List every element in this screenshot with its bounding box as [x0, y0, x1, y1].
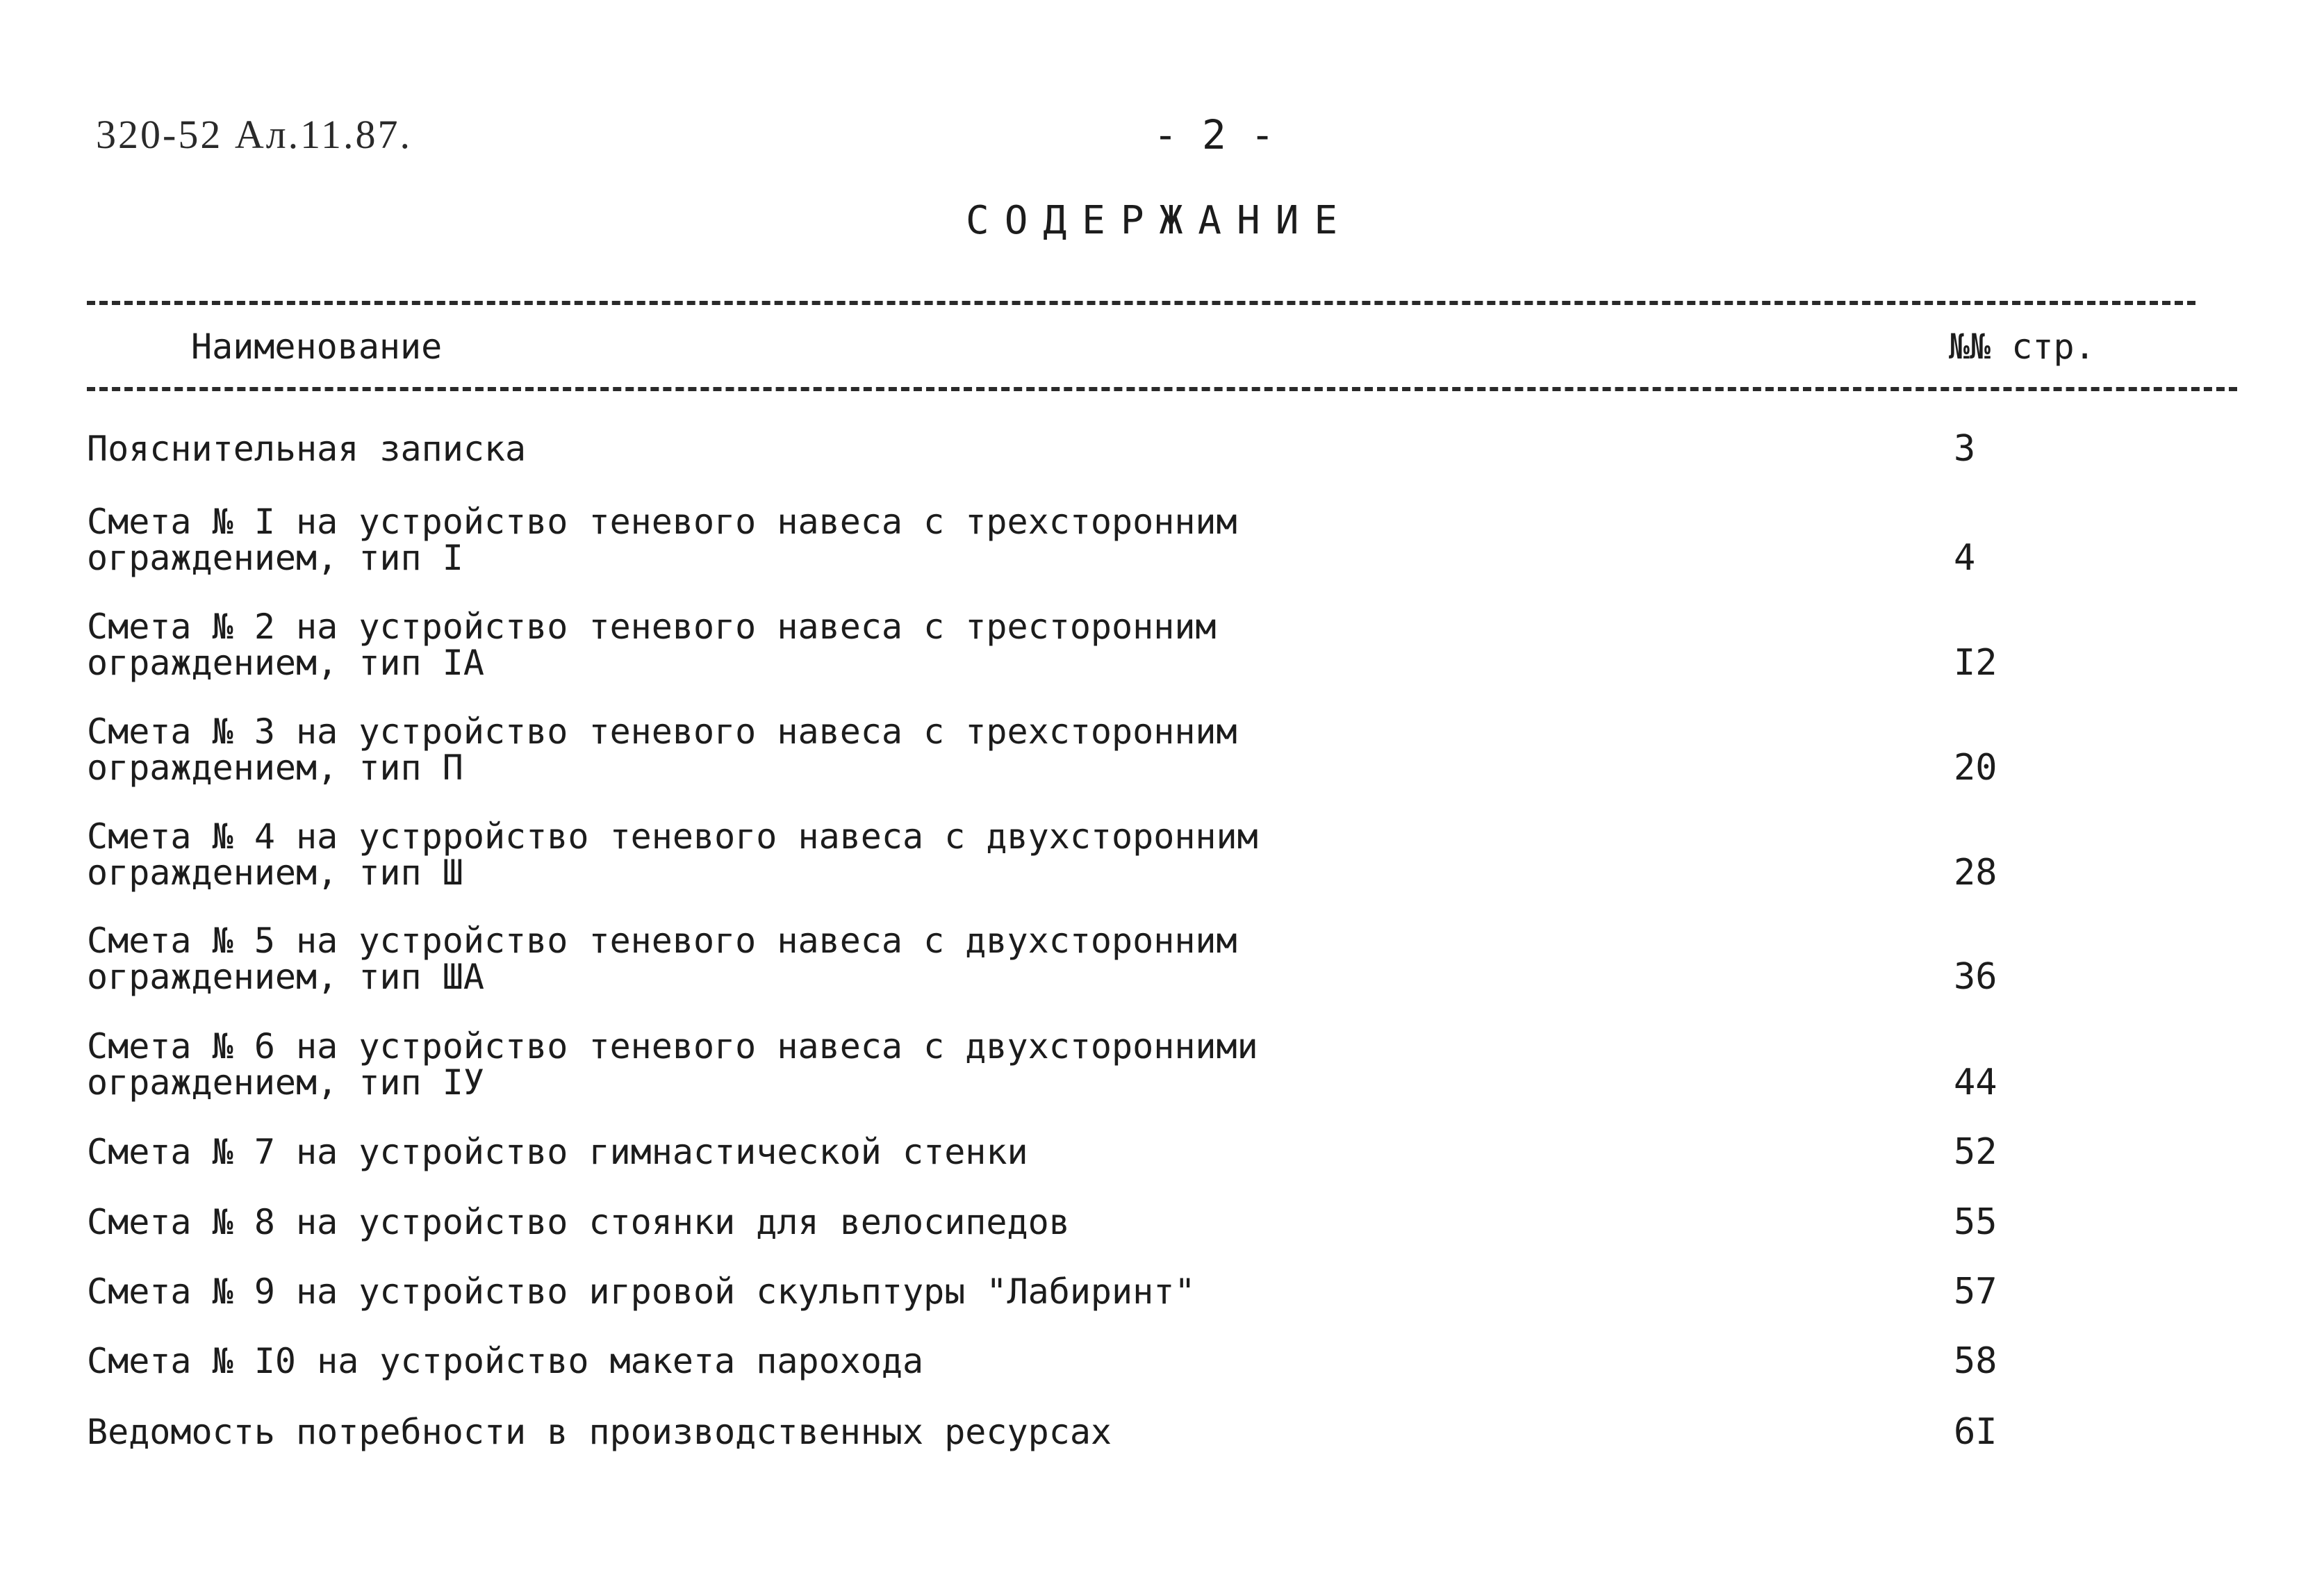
entry-page-number: 6I: [1954, 1411, 1997, 1453]
toc-title: СОДЕРЖАНИЕ: [966, 198, 1353, 243]
dashed-rule-top: [87, 301, 2195, 305]
dashed-rule-bottom: [87, 387, 2237, 391]
entry-title-line: Смета № 5 на устройство теневого навеса с двухсторонним: [87, 921, 1237, 961]
column-header-page: №№ стр.: [1949, 327, 2095, 367]
entry-title-line: ограждением, тип IA: [87, 643, 484, 683]
entry-title-line: ограждением, тип П: [87, 748, 463, 788]
entry-title-line: Смета № 7 на устройство гимнастической стенки: [87, 1132, 1028, 1172]
entry-title-line: ограждением, тип Ш: [87, 853, 463, 893]
entry-page-number: 4: [1954, 537, 1976, 579]
entry-title-line: Смета № 2 на устройство теневого навеса с тресторонним: [87, 607, 1217, 647]
entry-page-number: 36: [1954, 956, 1997, 998]
entry-title-line: Смета № 6 на устройство теневого навеса с двухсторонними: [87, 1026, 1258, 1067]
entry-page-number: 20: [1954, 747, 1997, 789]
entry-title-line: Смета № 9 на устройство игровой скульптуры "Лабиринт": [87, 1271, 1196, 1312]
entry-page-number: 57: [1954, 1271, 1997, 1312]
entry-title-line: Смета № I на устройство теневого навеса с трехсторонним: [87, 502, 1237, 542]
entry-title-line: Смета № 3 на устройство теневого навеса с трехсторонним: [87, 711, 1237, 752]
entry-page-number: 55: [1954, 1201, 1997, 1243]
page-number: - 2 -: [1153, 111, 1275, 158]
entry-title-line: Смета № 4 на устрройство теневого навеса с двухсторонним: [87, 816, 1258, 857]
entry-title-line: ограждением, тип ША: [87, 957, 484, 997]
entry-title-line: ограждением, тип IУ: [87, 1062, 484, 1103]
entry-page-number: 58: [1954, 1340, 1997, 1382]
entry-title-line: ограждением, тип I: [87, 538, 463, 578]
entry-title-line: Ведомость потребности в производственных ресурсах: [87, 1412, 1112, 1452]
entry-title-line: Пояснительная записка: [87, 429, 527, 469]
column-header-name: Наименование: [191, 327, 443, 367]
entry-title-line: Смета № I0 на устройство макета парохода: [87, 1341, 924, 1381]
entry-title-line: Смета № 8 на устройство стоянки для велосипедов: [87, 1202, 1070, 1242]
document-code: 320-52 Ал.11.87.: [96, 112, 412, 157]
entry-page-number: 44: [1954, 1062, 1997, 1103]
entry-page-number: 52: [1954, 1131, 1997, 1173]
entry-page-number: 3: [1954, 428, 1976, 470]
entry-page-number: 28: [1954, 852, 1997, 894]
entry-page-number: I2: [1954, 642, 1997, 684]
